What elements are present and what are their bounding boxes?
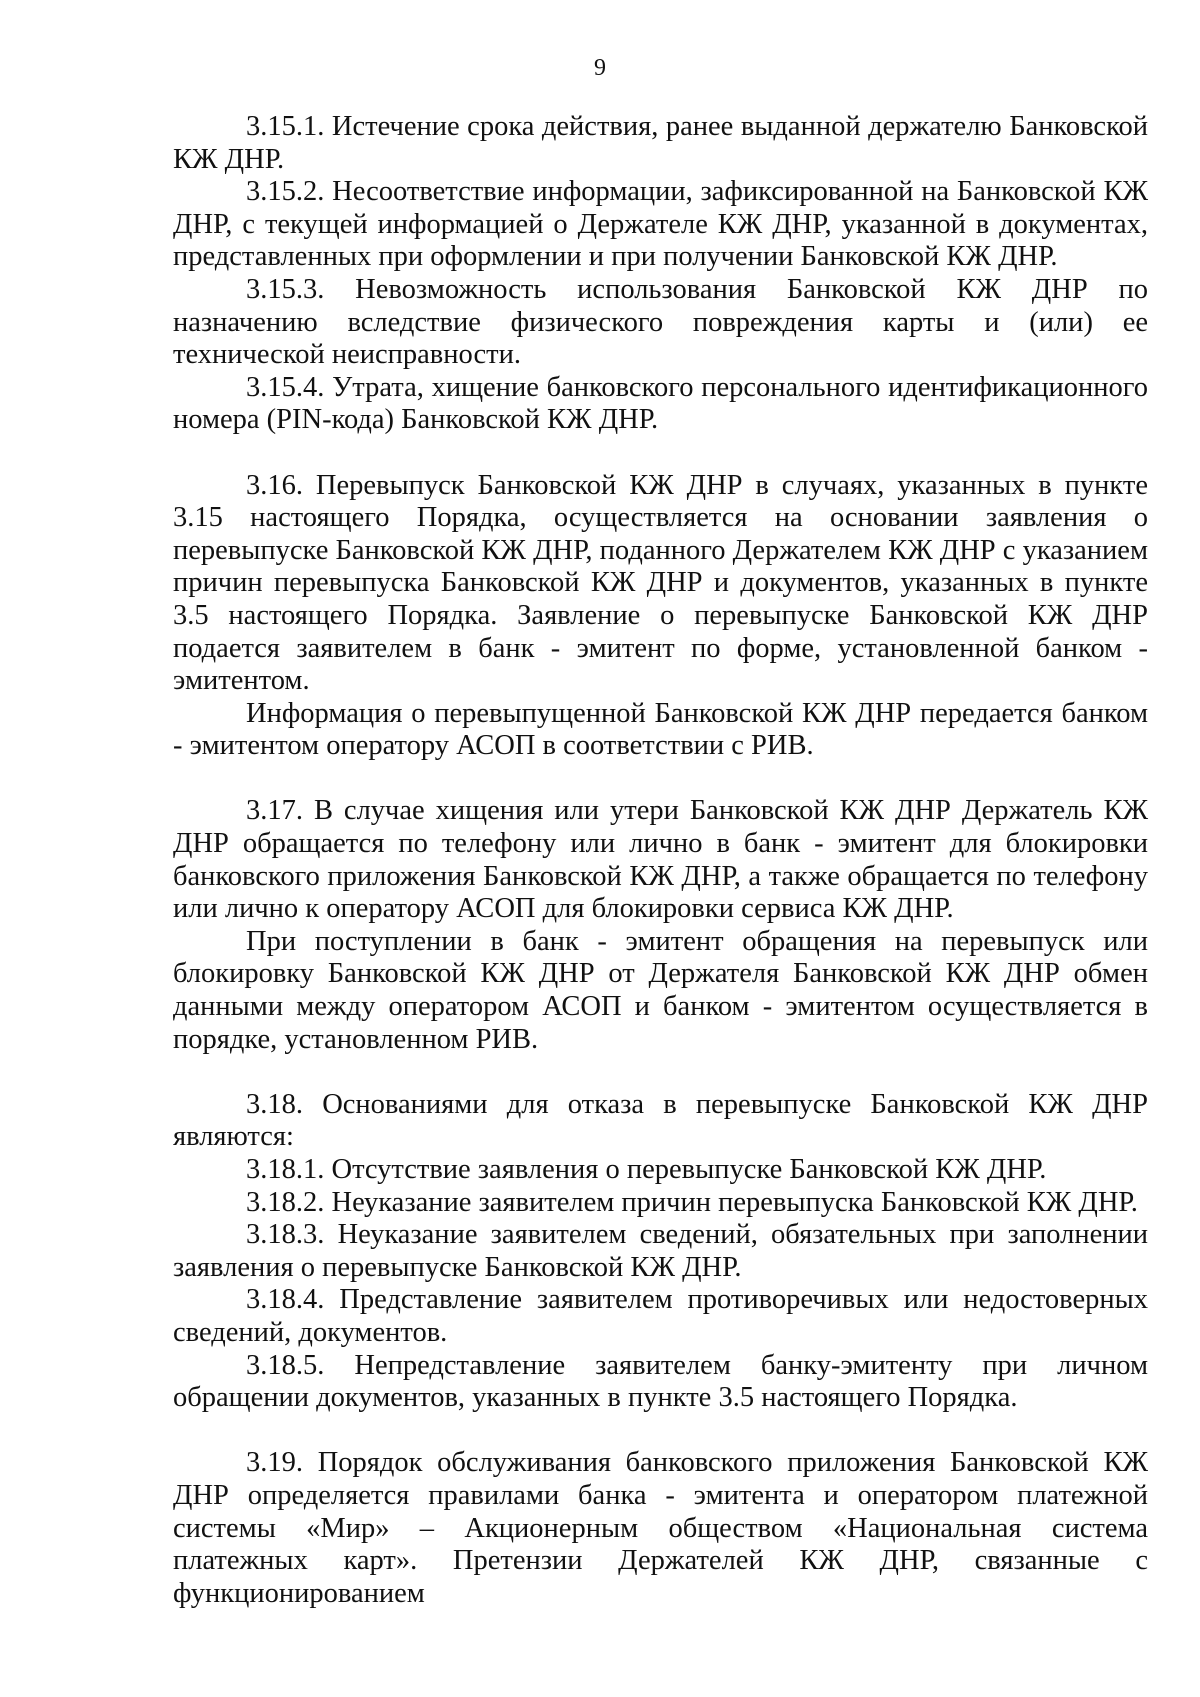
clause-3-15-2: 3.15.2. Несоответствие информации, зафиксированной на Банковской КЖ ДНР, с текущей информацией о Держателе КЖ ДНР, указанной в документах, представленных при оформлении и при получении Банковской КЖ ДНР. [173,176,1148,273]
clause-3-15-3: 3.15.3. Невозможность использования Банковской КЖ ДНР по назначению вследствие физического повреждения карты и (или) ее технической неисправности. [173,273,1148,371]
page-number: 9 [594,55,606,81]
clause-3-18-1: 3.18.1. Отсутствие заявления о перевыпуске Банковской КЖ ДНР. [246,1154,1047,1185]
clause-3-18-3: 3.18.3. Неуказание заявителем сведений, обязательных при заполнении заявления о перевыпуске Банковской КЖ ДНР. [173,1219,1148,1283]
clause-3-17-exchange: При поступлении в банк - эмитент обращения на перевыпуск или блокировку Банковской КЖ ДНР от Держателя Банковской КЖ ДНР обмен данными между оператором АСОП и банком - эмитентом осуществляется в порядке, установленном РИВ. [173,925,1148,1055]
clause-3-18-4: 3.18.4. Представление заявителем противоречивых или недостоверных сведений, документов. [173,1284,1148,1348]
clause-3-15-4: 3.15.4. Утрата, хищение банковского персонального идентификационного номера (PIN-кода) Банковской КЖ ДНР. [173,371,1148,436]
clause-3-18: 3.18. Основаниями для отказа в перевыпуске Банковской КЖ ДНР являются: [173,1088,1148,1153]
clause-3-17: 3.17. В случае хищения или утери Банковской КЖ ДНР Держатель КЖ ДНР обращается по телефону или лично в банк - эмитент для блокировки банковского приложения Банковской КЖ ДНР, а также обращается по телефону или лично к оператору АСОП для блокировки сервиса КЖ ДНР. [173,795,1148,925]
clause-3-18-5: 3.18.5. Непредставление заявителем банку-эмитенту при личном обращении документов, указанных в пункте 3.5 настоящего Порядка. [173,1349,1148,1414]
clause-3-15-1: 3.15.1. Истечение срока действия, ранее выданной держателю Банковской КЖ ДНР. [173,111,1148,175]
clause-3-16-info: Информация о перевыпущенной Банковской КЖ ДНР передается банком - эмитентом оператору АСОП в соответствии с РИВ. [173,697,1148,762]
document-body [173,111,1148,1610]
clause-3-19: 3.19. Порядок обслуживания банковского приложения Банковской КЖ ДНР определяется правилами банка - эмитента и оператором платежной системы «Мир» – Акционерным обществом «Национальная система платежных карт». Претензии Держателей КЖ ДНР, связанные с функционированием [173,1447,1148,1609]
clause-3-18-2: 3.18.2. Неуказание заявителем причин перевыпуска Банковской КЖ ДНР. [246,1186,1138,1218]
clause-3-16: 3.16. Перевыпуск Банковской КЖ ДНР в случаях, указанных в пункте 3.15 настоящего Порядка, осуществляется на основании заявления о перевыпуске Банковской КЖ ДНР, поданного Держателем КЖ ДНР с указанием причин перевыпуска Банковской КЖ ДНР и документов, указанных в пункте 3.5 настоящего Порядка. Заявление о перевыпуске Банковской КЖ ДНР подается заявителем в банк - эмитент по форме, установленной банком - эмитентом. [173,469,1148,697]
